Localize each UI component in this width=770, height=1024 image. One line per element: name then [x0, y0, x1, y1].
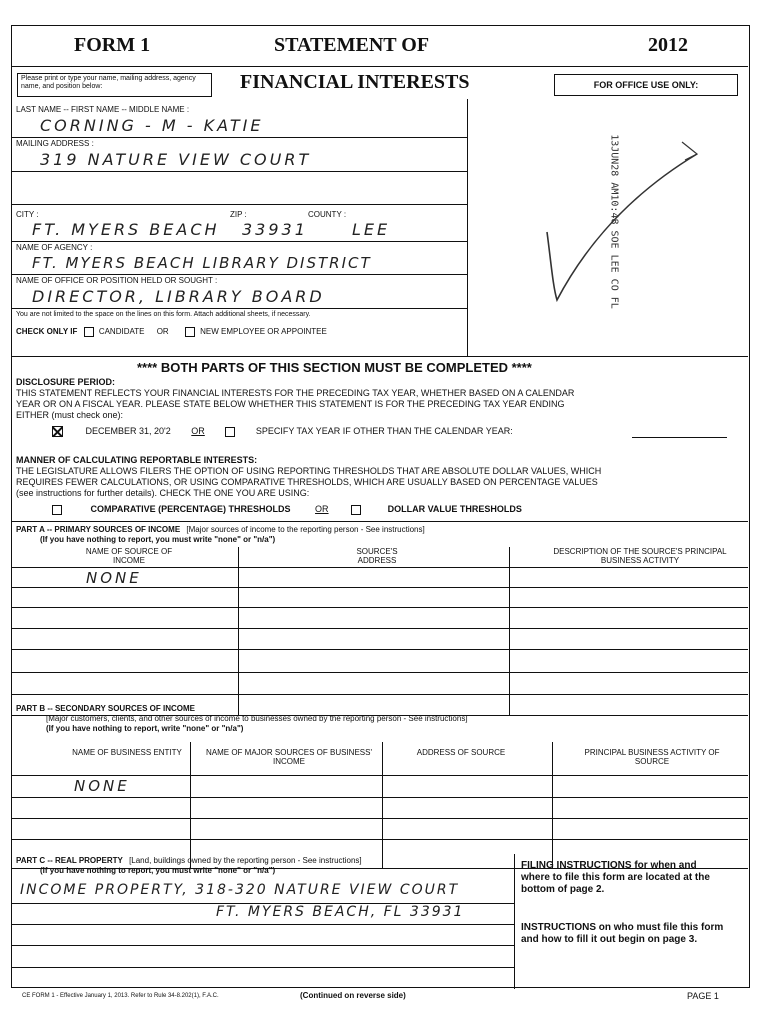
city-label: CITY :: [16, 210, 39, 219]
check-or: OR: [156, 327, 169, 337]
disclosure-text-3: EITHER (must check one):: [16, 410, 124, 420]
disclosure-text-1: THIS STATEMENT REFLECTS YOUR FINANCIAL INTERESTS FOR THE PRECEDING TAX YEAR, WHETHER BASED ON A CALENDAR: [16, 388, 575, 398]
check-only-label: CHECK ONLY IF: [16, 327, 78, 337]
form-number: FORM 1: [74, 34, 151, 56]
disclosure-title: DISCLOSURE PERIOD:: [16, 377, 116, 387]
part-c-line2[interactable]: FT. MYERS BEACH, FL 33931: [216, 904, 465, 920]
county-label: COUNTY :: [308, 210, 347, 219]
part-a-entry[interactable]: NONE: [86, 569, 142, 587]
office-use-box: [554, 74, 738, 96]
address-value[interactable]: 319 NATURE VIEW COURT: [40, 150, 312, 169]
manner-text-3: (see instructions for further details). CHECK THE ONE YOU ARE USING:: [16, 488, 310, 498]
part-a-title: PART A -- PRIMARY SOURCES OF INCOME: [16, 525, 181, 534]
part-b-entry[interactable]: NONE: [74, 777, 130, 795]
instruction-text: Please print or type your name, mailing address, agency name, and position below:: [21, 75, 196, 90]
part-b-col3: ADDRESS OF SOURCE: [416, 748, 506, 757]
position-value[interactable]: DIRECTOR, LIBRARY BOARD: [32, 287, 325, 306]
manner-title: MANNER OF CALCULATING REPORTABLE INTERESTS:: [16, 455, 258, 465]
zip-label: ZIP :: [230, 210, 247, 219]
part-a-col3: DESCRIPTION OF THE SOURCE'S PRINCIPAL BUSINESS ACTIVITY: [553, 547, 727, 565]
part-b-title: PART B -- SECONDARY SOURCES OF INCOME: [16, 704, 195, 713]
received-stamp: 13JUN28 AM10:48 SOE LEE CO FL: [608, 134, 620, 309]
manner-text-2: REQUIRES FEWER CALCULATIONS, OR USING COMPARATIVE THRESHOLDS, WHICH ARE USUALLY BASED ON PERCENTAGE VALUES: [16, 477, 598, 487]
comparative-label: COMPARATIVE (PERCENTAGE) THRESHOLDS: [90, 504, 291, 514]
form-title-line2: FINANCIAL INTERESTS: [240, 71, 470, 93]
new-employee-checkbox[interactable]: [185, 327, 195, 337]
part-a-sub: (If you have nothing to report, you must write "none" or "n/a"): [40, 535, 276, 544]
instruction-box: [17, 73, 212, 97]
footer-form-ref: CE FORM 1 - Effective January 1, 2013. Refer to Rule 34-8.202(1), F.A.C.: [22, 993, 219, 999]
zip-value[interactable]: 33931: [242, 220, 308, 239]
part-c-line1[interactable]: INCOME PROPERTY, 318-320 NATURE VIEW COURT: [20, 882, 460, 898]
december-checkbox[interactable]: [52, 426, 63, 437]
footer-page: PAGE 1: [687, 991, 719, 1001]
part-c-title: PART C -- REAL PROPERTY: [16, 856, 123, 865]
footer-continued: (Continued on reverse side): [300, 991, 406, 1000]
disclosure-text-2: YEAR OR ON A FISCAL YEAR. PLEASE STATE BELOW WHETHER THIS STATEMENT IS FOR THE PRECEDING TAX YEAR ENDING: [16, 399, 565, 409]
part-a-note: [Major sources of income to the reporting person - See instructions]: [186, 525, 425, 534]
filing-instructions: FILING INSTRUCTIONS for when and where to file this form are located at the bottom of page 2.: [521, 860, 710, 895]
new-employee-label: NEW EMPLOYEE OR APPOINTEE: [200, 327, 327, 337]
part-a-heading: [16, 525, 425, 534]
city-value[interactable]: FT. MYERS BEACH: [32, 220, 220, 239]
name-label: LAST NAME -- FIRST NAME -- MIDDLE NAME :: [16, 105, 190, 114]
part-c-sub: (If you have nothing to report, you must write "none" or "n/a"): [40, 866, 276, 875]
part-b-col1: NAME OF BUSINESS ENTITY: [72, 748, 182, 757]
section-banner: **** BOTH PARTS OF THIS SECTION MUST BE COMPLETED ****: [137, 360, 532, 375]
check-only-row: [16, 327, 327, 337]
specify-year-line[interactable]: [632, 437, 727, 438]
comparative-checkbox[interactable]: [52, 505, 62, 515]
part-b-note: [Major customers, clients, and other sources of income to businesses owned by the reporting person - See instructions]: [46, 714, 468, 723]
candidate-checkbox[interactable]: [84, 327, 94, 337]
specify-label: SPECIFY TAX YEAR IF OTHER THAN THE CALENDAR YEAR:: [255, 426, 513, 436]
part-b-sub: (If you have nothing to report, write "none" or "n/a"): [46, 724, 244, 733]
specify-checkbox[interactable]: [225, 427, 235, 437]
address-label: MAILING ADDRESS :: [16, 139, 94, 148]
part-b-col2: NAME OF MAJOR SOURCES OF BUSINESS' INCOME: [206, 748, 372, 766]
financial-interests-form: [11, 25, 750, 988]
manner-text-1: THE LEGISLATURE ALLOWS FILERS THE OPTION OF USING REPORTING THRESHOLDS THAT ARE ABSOLUTE DOLLAR VALUES, WHICH: [16, 466, 602, 476]
office-use-label: FOR OFFICE USE ONLY:: [593, 80, 699, 90]
dollar-checkbox[interactable]: [351, 505, 361, 515]
disclosure-choice-row: [52, 426, 513, 437]
candidate-label: CANDIDATE: [98, 327, 145, 337]
part-c-heading: [16, 856, 362, 865]
threshold-or: OR: [315, 504, 329, 514]
county-value[interactable]: LEE: [352, 220, 391, 239]
who-must-file-instructions: INSTRUCTIONS on who must file this form and how to fill it out begin on page 3.: [521, 922, 724, 945]
threshold-choice-row: [52, 504, 522, 515]
form-title-line1: STATEMENT OF: [274, 34, 430, 56]
disclosure-or: OR: [191, 426, 205, 436]
part-a-col2: SOURCE'S ADDRESS: [356, 547, 398, 565]
agency-label: NAME OF AGENCY :: [16, 243, 93, 252]
space-note: You are not limited to the space on the lines on this form. Attach additional sheets, if necessary.: [16, 311, 311, 318]
part-a-col1: NAME OF SOURCE OF INCOME: [85, 547, 173, 565]
agency-value[interactable]: FT. MYERS BEACH LIBRARY DISTRICT: [32, 254, 372, 272]
dollar-label: DOLLAR VALUE THRESHOLDS: [387, 504, 522, 514]
name-value[interactable]: CORNING - M - KATIE: [40, 116, 264, 135]
form-year: 2012: [648, 34, 688, 56]
position-label: NAME OF OFFICE OR POSITION HELD OR SOUGHT :: [16, 276, 218, 285]
part-b-col4: PRINCIPAL BUSINESS ACTIVITY OF SOURCE: [584, 748, 720, 766]
december-label: DECEMBER 31, 20'2: [85, 426, 171, 436]
part-c-note: [Land, buildings owned by the reporting person - See instructions]: [129, 856, 362, 865]
